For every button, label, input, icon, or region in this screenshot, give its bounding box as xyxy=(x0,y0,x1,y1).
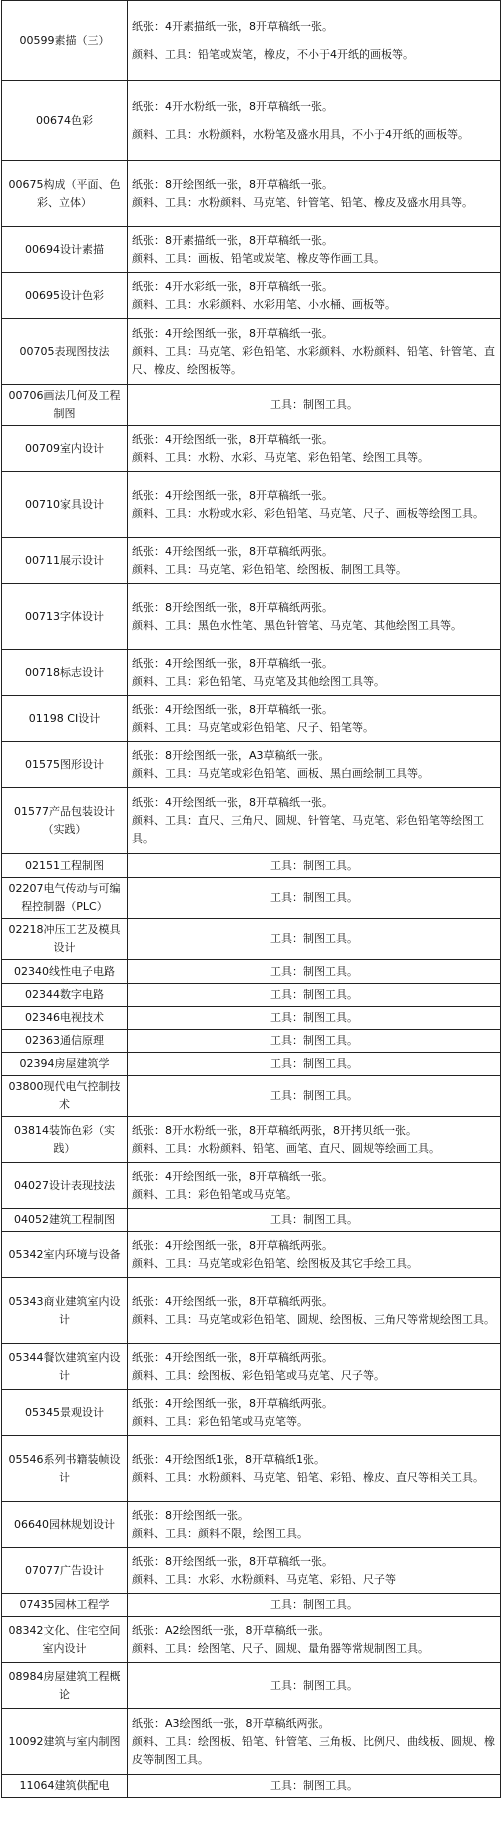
materials-line: 颜料、工具：马克笔、彩色铅笔、水彩颜料、水粉颜料、铅笔、针管笔、直尺、橡皮、绘图板等。 xyxy=(132,344,495,376)
course-name-cell: 03800现代电气控制技术 xyxy=(2,1076,128,1117)
materials-line: 工具：制图工具。 xyxy=(270,1213,358,1226)
materials-cell xyxy=(128,788,501,854)
table-row xyxy=(2,1209,501,1232)
materials-cell xyxy=(128,1436,501,1502)
materials-cell xyxy=(128,161,501,227)
table-row xyxy=(2,919,501,960)
table-row xyxy=(2,1232,501,1278)
course-name-cell: 06640园林规划设计 xyxy=(2,1502,128,1548)
materials-line: 颜料、工具：马克笔或彩色铅笔、圆规、绘图板、三角尺等常规绘图工具。 xyxy=(132,1312,495,1326)
materials-line: 纸张：4开绘图纸一张，8开草稿纸两张。 xyxy=(132,1396,333,1410)
exam-materials-table xyxy=(1,0,501,1798)
course-name-cell: 00713字体设计 xyxy=(2,584,128,650)
materials-cell xyxy=(128,960,501,984)
course-name-cell: 01575图形设计 xyxy=(2,742,128,788)
course-name-cell: 00718标志设计 xyxy=(2,650,128,696)
course-name-cell: 11064建筑供配电 xyxy=(2,1775,128,1798)
materials-cell xyxy=(128,1548,501,1594)
materials-cell xyxy=(128,1232,501,1278)
course-name-cell: 00694设计素描 xyxy=(2,227,128,273)
materials-line: 颜料、工具：铅笔或炭笔，橡皮，不小于4开纸的画板等。 xyxy=(132,47,414,61)
line-gap xyxy=(132,36,496,46)
course-name-cell: 05343商业建筑室内设计 xyxy=(2,1278,128,1344)
materials-cell xyxy=(128,1344,501,1390)
materials-cell xyxy=(128,1030,501,1053)
table-row xyxy=(2,81,501,161)
materials-line: 颜料、工具：绘图板、彩色铅笔或马克笔、尺子等。 xyxy=(132,1368,385,1382)
materials-cell xyxy=(128,273,501,319)
table-row xyxy=(2,1163,501,1209)
course-name-cell: 08342文化、住宅空间室内设计 xyxy=(2,1617,128,1663)
materials-line: 颜料、工具：绘图板、铅笔、针管笔、三角板、比例尺、曲线板、圆规、橡皮等制图工具。 xyxy=(132,1734,495,1766)
table-row xyxy=(2,1663,501,1709)
materials-line: 颜料、工具：马克笔或彩色铅笔、绘图板及其它手绘工具。 xyxy=(132,1256,418,1270)
materials-line: 工具：制图工具。 xyxy=(270,891,358,904)
materials-cell xyxy=(128,1,501,81)
materials-line: 工具：制图工具。 xyxy=(270,1678,358,1692)
table-row xyxy=(2,1076,501,1117)
table-row xyxy=(2,1775,501,1798)
course-name-cell: 00705表现图技法 xyxy=(2,319,128,385)
course-name-cell: 05546系列书籍装帧设计 xyxy=(2,1436,128,1502)
materials-line: 颜料、工具：水彩、水粉颜料、马克笔、彩铅、尺子等 xyxy=(132,1572,396,1586)
materials-cell xyxy=(128,1076,501,1117)
table-row xyxy=(2,1053,501,1076)
materials-line: 工具：制图工具。 xyxy=(270,964,358,978)
materials-line: 颜料、工具：直尺、三角尺、圆规、针管笔、马克笔、彩色铅笔等绘图工具。 xyxy=(132,813,484,845)
materials-cell xyxy=(128,1775,501,1798)
materials-cell xyxy=(128,1594,501,1617)
course-name-cell: 02340线性电子电路 xyxy=(2,960,128,984)
materials-cell xyxy=(128,696,501,742)
materials-cell xyxy=(128,1163,501,1209)
materials-line: 工具：制图工具。 xyxy=(270,1057,358,1070)
course-name-cell: 01198 CI设计 xyxy=(2,696,128,742)
materials-line: 颜料、工具：水粉颜料、铅笔、画笔、直尺、圆规等绘画工具。 xyxy=(132,1141,440,1155)
materials-cell xyxy=(128,81,501,161)
materials-line: 纸张：4开绘图纸一张，8开草稿纸两张。 xyxy=(132,544,333,558)
materials-line: 纸张：8开水粉纸一张，8开草稿纸两张，8开拷贝纸一张。 xyxy=(132,1123,417,1137)
table-row xyxy=(2,1030,501,1053)
table-row xyxy=(2,878,501,919)
materials-line: 纸张：8开绘图纸一张，8开草稿纸两张。 xyxy=(132,600,333,614)
materials-line: 工具：制图工具。 xyxy=(270,1011,358,1024)
materials-line: 纸张：4开绘图纸1张，8开草稿纸1张。 xyxy=(132,1452,325,1466)
course-name-cell: 01577产品包装设计（实践） xyxy=(2,788,128,854)
materials-line: 纸张：4开绘图纸一张，8开草稿纸一张。 xyxy=(132,326,333,340)
materials-cell xyxy=(128,984,501,1007)
materials-line: 纸张：4开绘图纸一张，8开草稿纸一张。 xyxy=(132,656,333,670)
table-row xyxy=(2,584,501,650)
materials-line: 颜料、工具：水粉或水彩、彩色铅笔、马克笔、尺子、画板等绘图工具。 xyxy=(132,506,484,520)
course-name-cell: 04027设计表现技法 xyxy=(2,1163,128,1209)
materials-cell xyxy=(128,1390,501,1436)
course-name-cell: 02151工程制图 xyxy=(2,854,128,878)
materials-line: 颜料、工具：水粉颜料、马克笔、铅笔、彩铅、橡皮、直尺等相关工具。 xyxy=(132,1470,484,1484)
materials-cell xyxy=(128,1709,501,1775)
materials-cell xyxy=(128,1663,501,1709)
materials-cell xyxy=(128,1117,501,1163)
table-row xyxy=(2,854,501,878)
materials-cell xyxy=(128,1278,501,1344)
table-row xyxy=(2,650,501,696)
materials-cell xyxy=(128,227,501,273)
course-name-cell: 05342室内环境与设备 xyxy=(2,1232,128,1278)
table-row xyxy=(2,538,501,584)
table-row xyxy=(2,227,501,273)
materials-line: 纸张：4开绘图纸一张，8开草稿纸两张。 xyxy=(132,1350,333,1364)
course-name-cell: 07435园林工程学 xyxy=(2,1594,128,1617)
materials-line: 工具：制图工具。 xyxy=(270,1089,358,1102)
materials-line: 纸张：8开绘图纸一张。 xyxy=(132,1508,249,1522)
course-name-cell: 08984房屋建筑工程概论 xyxy=(2,1663,128,1709)
materials-line: 颜料、工具：彩色铅笔或马克笔等。 xyxy=(132,1414,308,1428)
materials-cell xyxy=(128,919,501,960)
table-row xyxy=(2,1617,501,1663)
materials-line: 颜料、工具：彩色铅笔、马克笔及其他绘图工具等。 xyxy=(132,674,385,688)
materials-cell xyxy=(128,742,501,788)
materials-line: 工具：制图工具。 xyxy=(270,1598,358,1611)
materials-line: 颜料、工具：马克笔或彩色铅笔、画板、黑白画绘制工具等。 xyxy=(132,766,429,780)
materials-line: 纸张：8开素描纸一张，8开草稿纸一张。 xyxy=(132,233,333,247)
course-name-cell: 05345景观设计 xyxy=(2,1390,128,1436)
materials-line: 纸张：4开绘图纸一张，8开草稿纸一张。 xyxy=(132,702,333,716)
materials-line: 工具：制图工具。 xyxy=(270,932,358,945)
course-name-cell: 00710家具设计 xyxy=(2,472,128,538)
materials-line: 颜料、工具：彩色铅笔或马克笔。 xyxy=(132,1187,297,1201)
table-row xyxy=(2,1007,501,1030)
table-row xyxy=(2,1709,501,1775)
table-row xyxy=(2,984,501,1007)
materials-line: 纸张：4开绘图纸一张，8开草稿纸一张。 xyxy=(132,795,333,809)
materials-line: 颜料、工具：颜料不限，绘图工具。 xyxy=(132,1526,308,1540)
materials-cell xyxy=(128,650,501,696)
table-row xyxy=(2,385,501,426)
materials-cell xyxy=(128,1502,501,1548)
table-row xyxy=(2,1344,501,1390)
table-body xyxy=(2,1,501,1798)
materials-line: 颜料、工具：画板、铅笔或炭笔、橡皮等作画工具。 xyxy=(132,251,385,265)
course-name-cell: 02394房屋建筑学 xyxy=(2,1053,128,1076)
materials-line: 颜料、工具：水彩颜料、水彩用笔、小水桶、画板等。 xyxy=(132,297,396,311)
course-name-cell: 02344数字电路 xyxy=(2,984,128,1007)
materials-line: 纸张：4开水粉纸一张，8开草稿纸一张。 xyxy=(132,99,333,113)
table-row xyxy=(2,1,501,81)
materials-cell xyxy=(128,1007,501,1030)
course-name-cell: 02218冲压工艺及模具设计 xyxy=(2,919,128,960)
materials-line: 颜料、工具：水粉、水彩、马克笔、彩色铅笔、绘图工具等。 xyxy=(132,450,429,464)
materials-line: 工具：制图工具。 xyxy=(270,398,358,411)
materials-line: 颜料、工具：水粉颜料、马克笔、针管笔、铅笔、橡皮及盛水用具等。 xyxy=(132,195,473,209)
line-gap xyxy=(132,116,496,126)
course-name-cell: 00695设计色彩 xyxy=(2,273,128,319)
materials-line: 纸张：4开绘图纸一张，8开草稿纸一张。 xyxy=(132,432,333,446)
course-name-cell: 03814装饰色彩（实践） xyxy=(2,1117,128,1163)
materials-cell xyxy=(128,385,501,426)
materials-line: 工具：制图工具。 xyxy=(270,1034,358,1047)
table-row xyxy=(2,696,501,742)
course-name-cell: 00599素描（三） xyxy=(2,1,128,81)
course-name-cell: 00706画法几何及工程制图 xyxy=(2,385,128,426)
table-row xyxy=(2,1594,501,1617)
table-row xyxy=(2,742,501,788)
course-name-cell: 10092建筑与室内制图 xyxy=(2,1709,128,1775)
materials-line: 工具：制图工具。 xyxy=(270,988,358,1001)
materials-line: 纸张：A2绘图纸一张，8开草稿纸一张。 xyxy=(132,1623,330,1637)
table-row xyxy=(2,1117,501,1163)
materials-line: 纸张：8开绘图纸一张，A3草稿纸一张。 xyxy=(132,748,330,762)
table-row xyxy=(2,960,501,984)
table-row xyxy=(2,1502,501,1548)
course-name-cell: 02207电气传动与可编程控制器（PLC） xyxy=(2,878,128,919)
course-name-cell: 02346电视技术 xyxy=(2,1007,128,1030)
course-name-cell: 00674色彩 xyxy=(2,81,128,161)
materials-line: 颜料、工具：水粉颜料，水粉笔及盛水用具，不小于4开纸的画板等。 xyxy=(132,127,469,141)
course-name-cell: 07077广告设计 xyxy=(2,1548,128,1594)
course-name-cell: 00709室内设计 xyxy=(2,426,128,472)
materials-cell xyxy=(128,319,501,385)
table-row xyxy=(2,1548,501,1594)
materials-line: 纸张：8开绘图纸一张，8开草稿纸一张。 xyxy=(132,177,333,191)
course-name-cell: 00711展示设计 xyxy=(2,538,128,584)
materials-line: 颜料、工具：绘图笔、尺子、圆规、量角器等常规制图工具。 xyxy=(132,1641,429,1655)
materials-line: 工具：制图工具。 xyxy=(270,1779,358,1792)
materials-line: 纸张：A3绘图纸一张，8开草稿纸两张。 xyxy=(132,1716,330,1730)
materials-line: 纸张：4开绘图纸一张，8开草稿纸一张。 xyxy=(132,488,333,502)
table-row xyxy=(2,161,501,227)
materials-cell xyxy=(128,1209,501,1232)
materials-cell xyxy=(128,584,501,650)
materials-line: 颜料、工具：马克笔、彩色铅笔、绘图板、制图工具等。 xyxy=(132,562,407,576)
table-row xyxy=(2,426,501,472)
table-row xyxy=(2,1278,501,1344)
table-row xyxy=(2,788,501,854)
materials-line: 颜料、工具：马克笔或彩色铅笔、尺子、铅笔等。 xyxy=(132,720,374,734)
materials-line: 纸张：4开绘图纸一张，8开草稿纸两张。 xyxy=(132,1294,333,1308)
table-row xyxy=(2,319,501,385)
course-name-cell: 02363通信原理 xyxy=(2,1030,128,1053)
materials-line: 工具：制图工具。 xyxy=(270,858,358,872)
course-name-cell: 05344餐饮建筑室内设计 xyxy=(2,1344,128,1390)
materials-cell xyxy=(128,1617,501,1663)
materials-cell xyxy=(128,472,501,538)
table-row xyxy=(2,1436,501,1502)
materials-line: 纸张：4开素描纸一张，8开草稿纸一张。 xyxy=(132,19,333,33)
table-row xyxy=(2,1390,501,1436)
table-row xyxy=(2,273,501,319)
materials-cell xyxy=(128,854,501,878)
materials-cell xyxy=(128,426,501,472)
materials-cell xyxy=(128,878,501,919)
materials-cell xyxy=(128,1053,501,1076)
table-row xyxy=(2,472,501,538)
materials-line: 纸张：4开水彩纸一张，8开草稿纸一张。 xyxy=(132,279,333,293)
materials-line: 纸张：4开绘图纸一张，8开草稿纸两张。 xyxy=(132,1238,333,1252)
materials-line: 纸张：4开绘图纸一张，8开草稿纸一张。 xyxy=(132,1169,333,1183)
materials-line: 颜料、工具：黑色水性笔、黑色针管笔、马克笔、其他绘图工具等。 xyxy=(132,618,462,632)
materials-cell xyxy=(128,538,501,584)
course-name-cell: 04052建筑工程制图 xyxy=(2,1209,128,1232)
course-name-cell: 00675构成（平面、色彩、立体） xyxy=(2,161,128,227)
materials-line: 纸张：8开绘图纸一张，8开草稿纸一张。 xyxy=(132,1554,333,1568)
